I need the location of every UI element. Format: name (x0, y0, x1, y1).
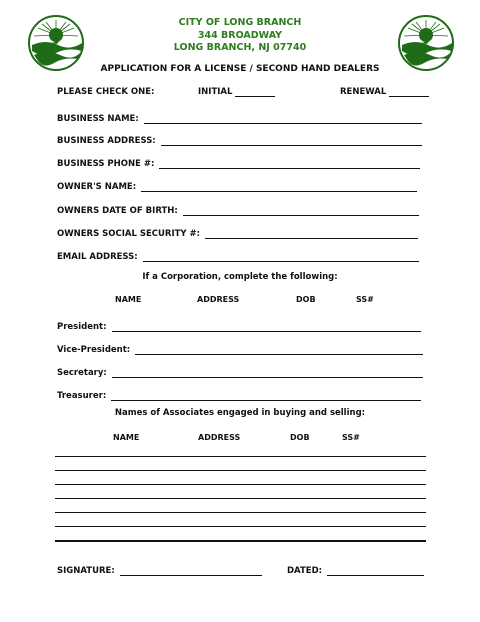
business-address-field[interactable] (57, 132, 422, 146)
signature-label: SIGNATURE: (57, 566, 115, 576)
business-name-label: BUSINESS NAME: (57, 114, 139, 124)
owner-dob-blank[interactable] (183, 205, 419, 216)
business-phone-blank[interactable] (159, 158, 420, 169)
vice-president-field[interactable] (57, 341, 423, 355)
business-phone-field[interactable] (57, 155, 420, 169)
dated-label: DATED: (287, 566, 323, 576)
treasurer-label: Treasurer: (57, 391, 107, 401)
dated-field[interactable] (287, 566, 424, 576)
treasurer-blank[interactable] (111, 390, 421, 401)
signature-blank[interactable] (120, 566, 262, 576)
city-town-zip: LONG BRANCH, NJ 07740 (173, 42, 307, 53)
corp-col-ss: SS# (356, 295, 374, 304)
dated-blank[interactable] (327, 566, 424, 576)
business-name-field[interactable] (57, 110, 422, 124)
secretary-blank[interactable] (112, 367, 423, 378)
email-field[interactable] (57, 248, 419, 262)
initial-blank[interactable] (235, 87, 275, 97)
vice-president-label: Vice-President: (57, 345, 131, 355)
president-field[interactable] (57, 318, 421, 332)
associate-line[interactable] (55, 540, 426, 542)
city-seal-icon (28, 15, 84, 71)
assoc-col-ss: SS# (342, 433, 360, 442)
owner-name-blank[interactable] (141, 181, 417, 192)
owner-ss-field[interactable] (57, 225, 418, 239)
signature-field[interactable] (57, 566, 262, 576)
city-header (100, 17, 380, 55)
corp-col-dob: DOB (296, 295, 316, 304)
assoc-col-dob: DOB (290, 433, 310, 442)
assoc-col-address: ADDRESS (198, 433, 241, 442)
vice-president-blank[interactable] (135, 344, 423, 355)
renewal-label: RENEWAL (340, 87, 387, 97)
owner-dob-field[interactable] (57, 202, 419, 216)
business-address-blank[interactable] (161, 135, 422, 146)
corporation-heading: If a Corporation, complete the following: (142, 272, 338, 282)
president-label: President: (57, 322, 107, 332)
associate-line[interactable] (55, 498, 426, 499)
business-phone-label: BUSINESS PHONE #: (57, 159, 155, 169)
corp-col-address: ADDRESS (197, 295, 240, 304)
email-blank[interactable] (143, 251, 419, 262)
associate-line[interactable] (55, 526, 426, 527)
email-label: EMAIL ADDRESS: (57, 252, 138, 262)
associate-line[interactable] (55, 512, 426, 513)
secretary-label: Secretary: (57, 368, 107, 378)
check-one-label: PLEASE CHECK ONE: (57, 87, 155, 97)
owner-name-field[interactable] (57, 178, 417, 192)
renewal-blank[interactable] (389, 87, 429, 97)
form-title: APPLICATION FOR A LICENSE / SECOND HAND DEALERS (100, 64, 380, 74)
business-name-blank[interactable] (144, 113, 422, 124)
associate-line[interactable] (55, 484, 426, 485)
assoc-col-name: NAME (113, 433, 140, 442)
owner-dob-label: OWNERS DATE OF BIRTH: (57, 206, 178, 216)
owner-ss-blank[interactable] (205, 228, 418, 239)
associates-heading: Names of Associates engaged in buying and selling: (114, 408, 366, 418)
secretary-field[interactable] (57, 364, 423, 378)
president-blank[interactable] (112, 321, 421, 332)
initial-option[interactable] (198, 87, 275, 97)
owner-name-label: OWNER'S NAME: (57, 182, 137, 192)
business-address-label: BUSINESS ADDRESS: (57, 136, 156, 146)
associate-line[interactable] (55, 470, 426, 471)
corp-col-name: NAME (115, 295, 142, 304)
treasurer-field[interactable] (57, 387, 421, 401)
city-street: 344 BROADWAY (197, 29, 283, 41)
check-one-row (57, 87, 422, 101)
initial-label: INITIAL (198, 87, 233, 97)
renewal-option[interactable] (340, 87, 429, 97)
city-name: CITY OF LONG BRANCH (178, 17, 302, 28)
city-seal-icon (398, 15, 454, 71)
associate-line[interactable] (55, 456, 426, 457)
owner-ss-label: OWNERS SOCIAL SECURITY #: (57, 229, 201, 239)
